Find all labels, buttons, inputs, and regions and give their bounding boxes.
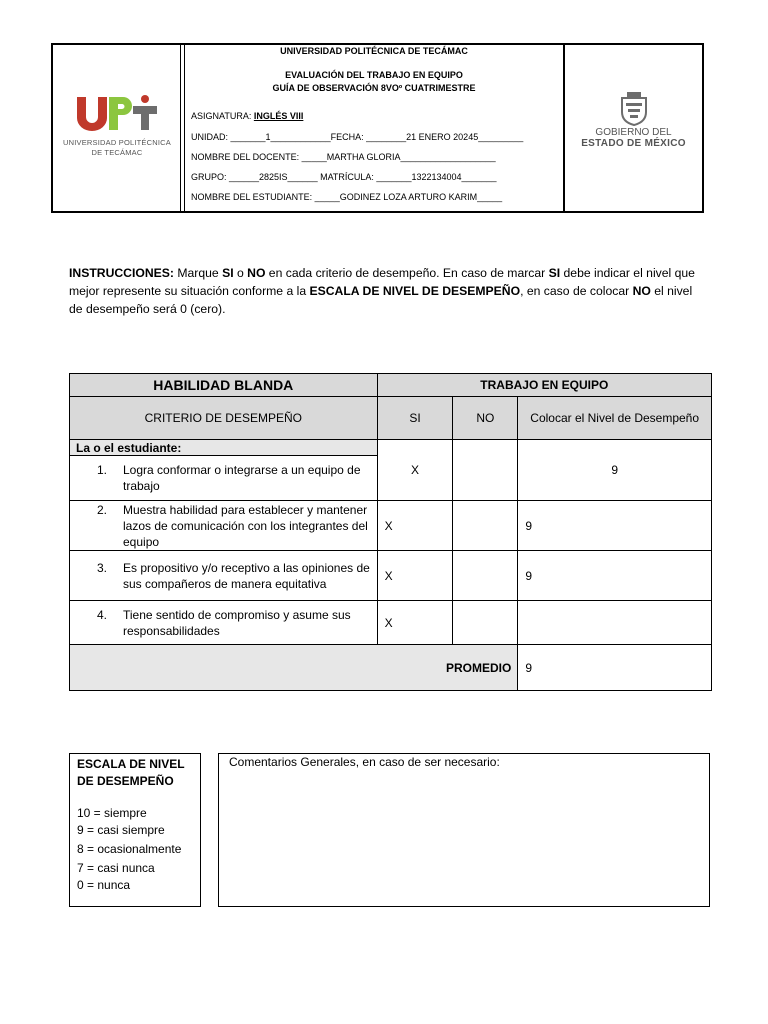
row-4-no[interactable] [453,601,518,645]
row-3-nivel[interactable]: 9 [518,551,712,601]
instructions-text: debe indicar el nivel que mejor represente su situación conforme a la [69,266,695,298]
escala-item: 10 = siempre [77,806,147,820]
instructions-no: NO [632,284,651,298]
evaluation-title: EVALUACIÓN DEL TRABAJO EN EQUIPO [285,70,463,80]
upt-logo-cell [53,45,181,211]
coat-of-arms-icon [618,90,650,126]
col-header-si: SI [377,397,453,440]
row-3-text: Es propositivo y/o receptivo a las opiniones de sus compañeros de manera equitativa [123,560,370,591]
row-3-num: 3. [97,560,108,575]
upt-logo-icon [75,95,159,131]
row-2-num: 2. [97,502,108,517]
gobierno-text-2: ESTADO DE MÉXICO [581,138,686,149]
row-4-num: 4. [97,607,108,622]
table-row [70,501,712,551]
instructions-no: NO [247,266,266,280]
instructions-label: INSTRUCCIONES: [69,266,174,280]
habilidad-header: HABILIDAD BLANDA [70,374,378,397]
row-2-no[interactable] [453,501,518,551]
gobierno-text-1: GOBIERNO DEL [595,127,672,138]
escala-box [69,753,201,907]
gobierno-logo-cell [565,45,702,211]
promedio-row [70,645,712,691]
column-header-row [70,397,712,440]
escala-item: 8 = ocasionalmente [77,842,182,856]
comentarios-label: Comentarios Generales, en caso de ser necesario: [229,755,500,769]
instructions-si: SI [222,266,234,280]
instructions-text: en cada criterio de desempeño. En caso de marcar [265,266,549,280]
asignatura-label: ASIGNATURA: [191,111,252,121]
university-name: UNIVERSIDAD POLITÉCNICA DE TECÁMAC [280,46,468,56]
promedio-label: PROMEDIO [70,645,518,691]
row-2-nivel[interactable]: 9 [518,501,712,551]
row-4-criterio [70,601,378,645]
col-header-no: NO [453,397,518,440]
escala-title-1: ESCALA DE NIVEL [77,757,185,771]
group-label-row [70,440,712,456]
row-1-no[interactable] [453,440,518,501]
escala-title-2: DE DESEMPEÑO [77,774,174,788]
row-2-si[interactable]: X [377,501,453,551]
trabajo-header: TRABAJO EN EQUIPO [377,374,711,397]
instructions-text: , en caso de colocar [520,284,633,298]
header-info-cell [184,45,565,211]
upt-subtitle-2: DE TECÁMAC [91,148,143,157]
row-1-criterio [70,456,378,501]
header-box [51,43,704,213]
escala-item: 9 = casi siempre [77,823,165,837]
instructions-si: SI [548,266,561,280]
instructions-text: el nivel de desempeño será 0 (cero). [69,284,693,316]
estudiante-line: NOMBRE DEL ESTUDIANTE: _____GODINEZ LOZA ARTURO KARIM_____ [191,192,503,202]
unidad-fecha-line: UNIDAD: _______1____________FECHA: ________21 ENERO 20245_________ [191,132,524,142]
table-row [70,551,712,601]
instructions-text: o [233,266,248,280]
upt-subtitle-1: UNIVERSIDAD POLITÉCNICA [63,138,171,147]
col-header-criterio: CRITERIO DE DESEMPEÑO [70,397,378,440]
row-2-criterio [70,501,378,551]
group-label: La o el estudiante: [70,440,378,456]
row-1-num: 1. [97,463,108,477]
row-3-si[interactable]: X [377,551,453,601]
instructions-paragraph [69,264,701,318]
escala-item: 7 = casi nunca [77,861,155,875]
row-1-text: Logra conformar o integrarse a un equipo de trabajo [123,463,361,493]
promedio-value[interactable]: 9 [518,645,712,691]
row-3-criterio [70,551,378,601]
row-1-nivel[interactable]: 9 [518,440,712,501]
docente-line: NOMBRE DEL DOCENTE: _____MARTHA GLORIA___________________ [191,152,496,162]
evaluation-table [69,373,712,691]
col-header-nivel: Colocar el Nivel de Desempeño [518,397,712,440]
table-title-row [70,374,712,397]
instructions-text: Marque [173,266,223,280]
asignatura-line [191,111,303,121]
row-4-nivel[interactable] [518,601,712,645]
table-row [70,601,712,645]
row-4-text: Tiene sentido de compromiso y asume sus responsabilidades [123,607,351,638]
guide-title: GUÍA DE OBSERVACIÓN 8VOº CUATRIMESTRE [272,83,476,93]
row-4-si[interactable]: X [377,601,453,645]
escala-item: 0 = nunca [77,878,131,892]
comentarios-box[interactable] [218,753,710,907]
row-1-si[interactable]: X [377,440,453,501]
grupo-matricula-line: GRUPO: ______2825IS______ MATRÍCULA: _______1322134004_______ [191,172,497,182]
row-2-text: Muestra habilidad para establecer y mantener lazos de comunicación con los integrantes del equipo [123,502,368,549]
row-3-no[interactable] [453,551,518,601]
asignatura-value: INGLÉS VIII [253,111,304,121]
instructions-escala: ESCALA DE NIVEL DE DESEMPEÑO [309,284,521,298]
